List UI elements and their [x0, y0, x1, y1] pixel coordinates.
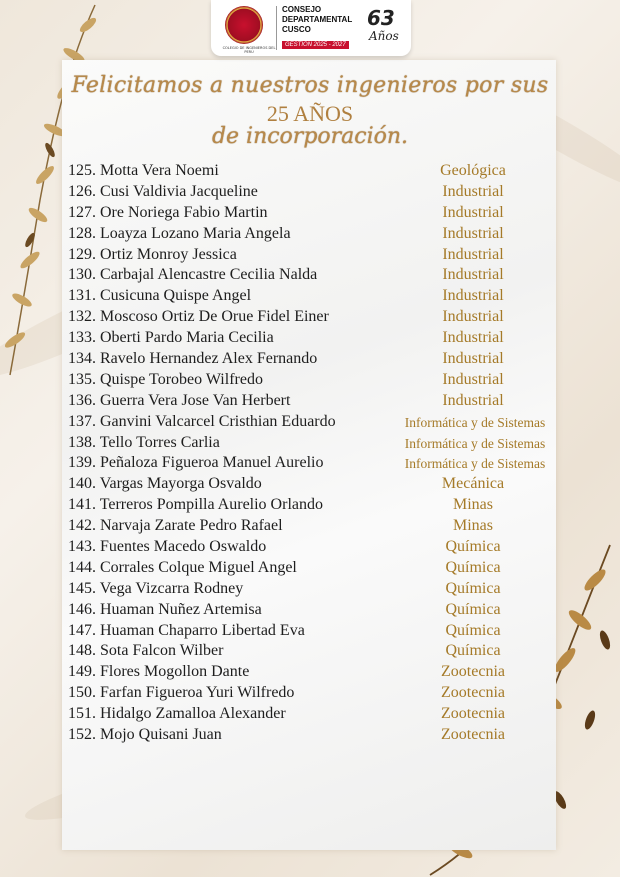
engineering-field: Industrial	[442, 224, 504, 242]
engineer-name: 133. Oberti Pardo Maria Cecilia	[68, 329, 274, 347]
engineer-name: 139. Peñaloza Figueroa Manuel Aurelio	[68, 454, 324, 472]
engineering-field: Industrial	[442, 266, 504, 284]
list-item	[68, 559, 568, 580]
engineer-name: 125. Motta Vera Noemi	[68, 162, 219, 179]
list-item	[68, 392, 568, 413]
engineer-name: 149. Flores Mogollon Dante	[68, 663, 250, 681]
list-item	[68, 517, 568, 538]
list-item	[68, 642, 568, 663]
engineering-field: Industrial	[442, 308, 504, 326]
list-item	[68, 663, 568, 684]
engineer-name: 150. Farfan Figueroa Yuri Wilfredo	[68, 684, 295, 702]
list-item	[68, 684, 568, 705]
list-item	[68, 601, 568, 622]
list-item	[68, 434, 568, 455]
engineering-field: Geológica	[440, 162, 506, 179]
anniversary-word: Años	[369, 29, 399, 43]
engineer-name: 145. Vega Vizcarra Rodney	[68, 579, 244, 597]
engineering-field: Zootecnia	[441, 705, 505, 723]
engineer-name: 126. Cusi Valdivia Jacqueline	[68, 182, 258, 200]
engineer-name: 135. Quispe Torobeo Wilfredo	[68, 370, 263, 388]
engineer-name: 152. Mojo Quisani Juan	[68, 726, 222, 744]
engineering-field: Informática y de Sistemas	[404, 435, 546, 451]
logo-caption: COLEGIO DE INGENIEROS DEL PERÚ	[222, 46, 276, 54]
engineering-field: Industrial	[442, 329, 504, 347]
engineering-field: Química	[445, 579, 501, 597]
gestion-badge: GESTIÓN 2025 - 2027	[282, 41, 349, 49]
engineering-field: Zootecnia	[441, 663, 505, 681]
list-item	[68, 246, 568, 267]
engineering-field: Mecánica	[441, 475, 505, 493]
engineering-field: Zootecnia	[441, 726, 505, 744]
cip-logo	[225, 6, 263, 44]
engineering-field: Industrial	[442, 391, 504, 409]
list-item	[68, 204, 568, 225]
list-item	[68, 162, 568, 183]
list-item	[68, 225, 568, 246]
title-line-1: Felicitamos a nuestros ingenieros por sus	[71, 73, 549, 98]
list-item	[68, 371, 568, 392]
engineer-name: 140. Vargas Mayorga Osvaldo	[68, 475, 262, 493]
engineer-name: 136. Guerra Vera Jose Van Herbert	[68, 391, 291, 409]
list-item	[68, 454, 568, 475]
engineer-list	[68, 162, 568, 747]
engineer-name: 148. Sota Falcon Wilber	[68, 642, 224, 660]
list-item	[68, 475, 568, 496]
engineering-field: Zootecnia	[441, 684, 505, 702]
engineering-field: Química	[445, 642, 501, 660]
engineer-name: 141. Terreros Pompilla Aurelio Orlando	[68, 496, 323, 514]
engineer-name: 131. Cusicuna Quispe Angel	[68, 287, 252, 305]
engineering-field: Química	[445, 558, 501, 576]
engineering-field: Química	[445, 538, 501, 556]
list-item	[68, 329, 568, 350]
engineering-field: Química	[445, 621, 501, 639]
engineer-name: 138. Tello Torres Carlia	[68, 433, 220, 451]
list-item	[68, 496, 568, 517]
engineer-name: 142. Narvaja Zarate Pedro Rafael	[68, 517, 283, 535]
engineer-name: 128. Loayza Lozano Maria Angela	[68, 224, 291, 242]
engineering-field: Química	[445, 600, 501, 618]
list-item	[68, 622, 568, 643]
header-divider	[276, 6, 277, 50]
org-line-1: CONSEJO	[282, 5, 322, 14]
title-line-2: 25 AÑOS	[266, 101, 354, 126]
engineer-name: 146. Huaman Nuñez Artemisa	[68, 600, 262, 618]
engineer-name: 130. Carbajal Alencastre Cecilia Nalda	[68, 266, 318, 284]
engineering-field: Informática y de Sistemas	[404, 456, 546, 472]
list-item	[68, 287, 568, 308]
engineer-name: 134. Ravelo Hernandez Alex Fernando	[68, 350, 318, 368]
engineering-field: Industrial	[442, 203, 504, 221]
list-item	[68, 705, 568, 726]
header-badge	[211, 0, 411, 56]
list-item	[68, 350, 568, 371]
engineer-name: 129. Ortiz Monroy Jessica	[68, 245, 237, 263]
anniversary-number: 63	[367, 6, 395, 30]
engineering-field: Informática y de Sistemas	[404, 414, 546, 430]
engineer-name: 151. Hidalgo Zamalloa Alexander	[68, 705, 286, 723]
list-item	[68, 580, 568, 601]
engineer-name: 143. Fuentes Macedo Oswaldo	[68, 538, 267, 556]
engineer-name: 137. Ganvini Valcarcel Cristhian Eduardo	[68, 412, 336, 430]
engineer-name: 144. Corrales Colque Miguel Angel	[68, 558, 297, 576]
org-line-2: DEPARTAMENTAL	[282, 15, 353, 24]
engineering-field: Minas	[453, 517, 493, 535]
title-line-3: de incorporación.	[211, 124, 409, 149]
list-item	[68, 183, 568, 204]
engineer-name: 127. Ore Noriega Fabio Martin	[68, 203, 268, 221]
list-item	[68, 413, 568, 434]
list-item	[68, 538, 568, 559]
engineering-field: Industrial	[442, 182, 504, 200]
engineer-name: 132. Moscoso Ortiz De Orue Fidel Einer	[68, 308, 329, 326]
engineering-field: Industrial	[442, 370, 504, 388]
list-item	[68, 266, 568, 287]
engineering-field: Industrial	[442, 245, 504, 263]
engineering-field: Industrial	[442, 350, 504, 368]
engineering-field: Industrial	[442, 287, 504, 305]
list-item	[68, 726, 568, 747]
engineer-name: 147. Huaman Chaparro Libertad Eva	[68, 621, 305, 639]
org-line-3: CUSCO	[282, 25, 311, 34]
engineering-field: Minas	[453, 496, 493, 514]
list-item	[68, 308, 568, 329]
